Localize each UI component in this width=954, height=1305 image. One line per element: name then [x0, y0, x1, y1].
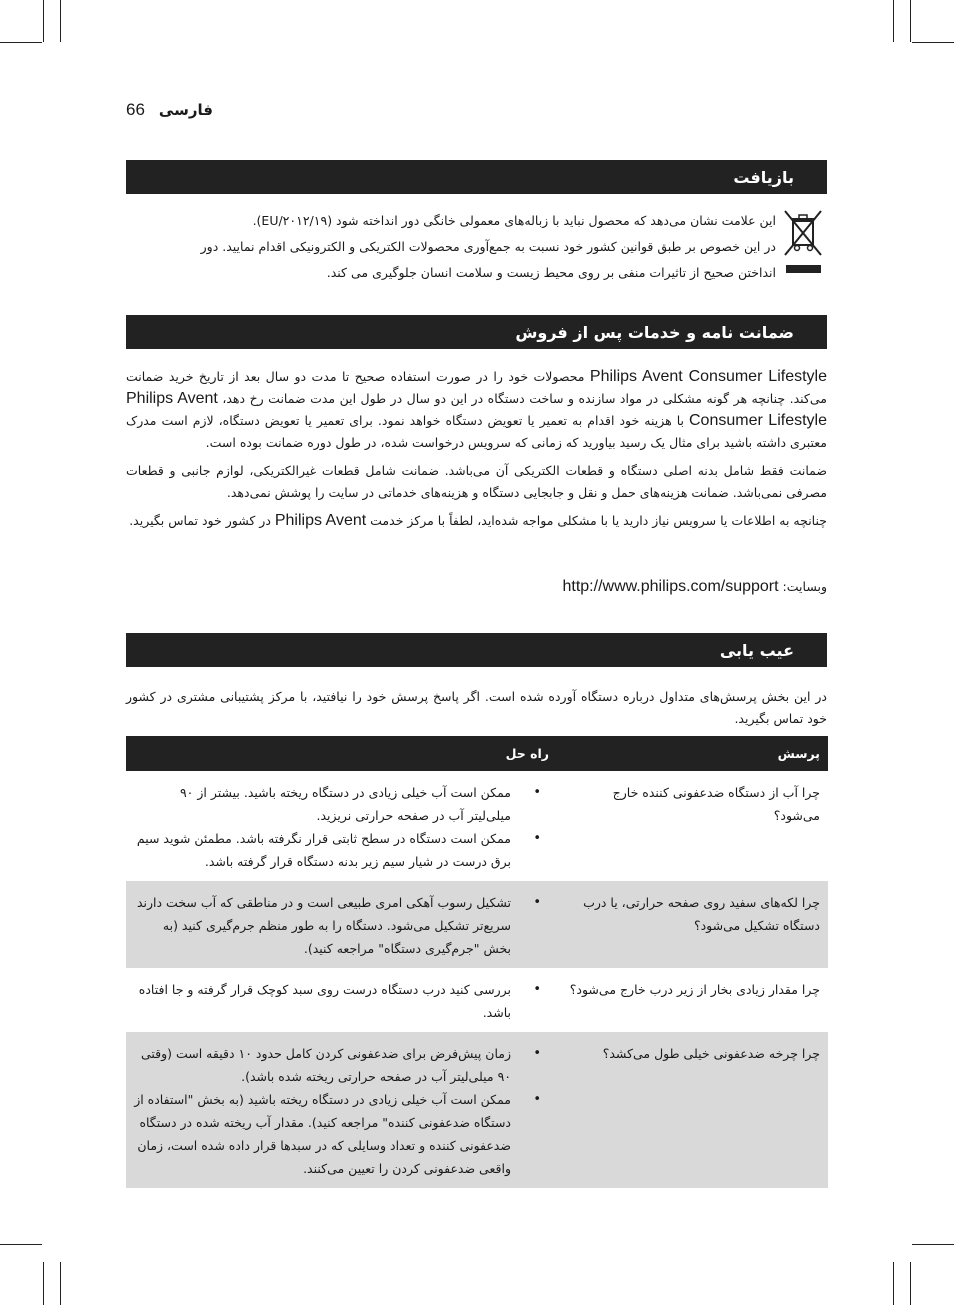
question-cell: چرا آب از دستگاه ضدعفونی کننده خارج می‌شود؟	[612, 785, 820, 823]
page-language: فارسی	[158, 101, 213, 119]
solution-item: • زمان پیش‌فرض برای ضدعفونی کردن کامل حدود ۱۰ دقیقه است (وقتی ۹۰ میلی‌لیتر آب در صفحه حرارتی ریخته شده باشد).	[134, 1042, 549, 1088]
crop-mark	[0, 1244, 42, 1245]
brand-name: Philips Avent Consumer Lifestyle	[589, 368, 827, 385]
crop-mark	[60, 0, 61, 42]
warranty-text-part: در کشور خود تماس بگیرید.	[129, 513, 275, 528]
page-number: 66	[126, 100, 145, 119]
question-cell: چرا چرخه ضدعفونی خیلی طول می‌کشد؟	[557, 1032, 828, 1188]
warranty-text	[126, 366, 827, 538]
warranty-text-part: چنانچه به اطلاعات یا سرویس نیاز دارید یا با مشکلی مواجه شده‌اید، لطفاً با مرکز خدمت	[366, 513, 827, 528]
crop-mark	[910, 0, 911, 42]
warranty-paragraph-1	[126, 366, 827, 454]
solution-cell	[126, 771, 557, 881]
section-title-recycling: بازیافت	[126, 160, 827, 194]
section-title-troubleshooting: عیب یابی	[126, 633, 827, 667]
solution-item: • ممکن است دستگاه در سطح ثابتی قرار نگرفته باشد. مطمئن شوید سیم برق درست در شیار سیم زیر بدنه دستگاه قرار گرفته باشد.	[134, 827, 549, 873]
warranty-text-part: با هزینه خود اقدام به تعمیر یا تعویض دستگاه خواهد نمود. برای تعمیر یا تعویض دستگاه، لازم است مدرک معتبری داشته باشید برای مثال یک رسید بیاورید که زمانی که سرویس درخواست شده، در طول دوره ضمانت بوده است.	[126, 413, 827, 450]
crossed-out-wheelie-bin-icon	[783, 207, 823, 275]
website-label: وبسایت:	[778, 579, 827, 594]
crop-mark	[893, 1262, 894, 1305]
brand-name: Philips Avent	[274, 512, 367, 529]
website-link[interactable]: http://www.philips.com/support	[562, 578, 779, 595]
website-line	[126, 574, 827, 600]
crop-mark	[43, 1262, 44, 1305]
table-row	[126, 771, 828, 881]
table-row	[126, 968, 828, 1032]
solution-cell	[126, 881, 557, 968]
troubleshooting-intro: در این بخش پرسش‌های متداول درباره دستگاه آورده شده است. اگر پاسخ پرسش خود را نیافتید، با مرکز پشتیبانی مشتری در کشور خود تماس بگیرید.	[126, 689, 827, 726]
warranty-text-part: محصولات خود را در صورت استفاده صحیح تا مدت دو سال بعد از تاریخ خرید ضمانت می‌کند. چنانچه هر گونه مشکلی در مواد سازنده و ساخت دستگاه در این دو سال در طول این مدت ضمانت رخ دهد،	[126, 369, 827, 406]
crop-mark	[893, 0, 894, 42]
recycling-line: در این خصوص بر طبق قوانین کشور خود نسبت به جمع‌آوری محصولات الکتریکی و الکترونیکی اقدام نمایید. دور	[200, 239, 776, 254]
table-row	[126, 1032, 828, 1188]
warranty-paragraph-3	[126, 510, 827, 532]
crop-mark	[912, 1244, 954, 1245]
crop-mark	[60, 1262, 61, 1305]
solution-item: • بررسی کنید درب دستگاه درست روی سبد کوچک قرار گرفته و جا افتاده باشد.	[134, 978, 549, 1024]
page-header	[126, 100, 213, 120]
table-header-row	[126, 736, 828, 771]
question-cell: چرا مقدار زیادی بخار از زیر درب خارج می‌شود؟	[569, 982, 820, 997]
column-header-question: پرسش	[557, 736, 828, 771]
solution-item: • ممکن است آب خیلی زیادی در دستگاه ریخته باشید. بیشتر از ۹۰ میلی‌لیتر آب در صفحه حرارتی نریزید.	[134, 781, 549, 827]
warranty-paragraph-2: ضمانت فقط شامل بدنه اصلی دستگاه و قطعات الکتریکی آن می‌باشد. ضمانت شامل قطعات غیرالکتریکی، لوازم جانبی و قطعات مصرفی نمی‌باشد. ضمانت هزینه‌های حمل و نقل و جابجایی دستگاه و هزینه‌های خدماتی در سایت را پوشش نمی‌دهد.	[126, 463, 827, 500]
crop-mark	[43, 0, 44, 42]
section-title-warranty: ضمانت نامه و خدمات پس از فروش	[126, 315, 827, 349]
solution-cell	[126, 1032, 557, 1188]
solution-cell	[126, 968, 557, 1032]
crop-mark	[0, 42, 42, 43]
solution-item: • تشکیل رسوب آهکی امری طبیعی است و در مناطقی که آب سخت دارند سریع‌تر تشکیل می‌شود. دستگاه را به طور منظم جرم‌گیری کنید (به بخش "جرم‌گیری دستگاه" مراجعه کنید).	[134, 891, 549, 960]
crop-mark	[912, 42, 954, 43]
troubleshooting-table	[126, 736, 828, 1188]
question-cell: چرا لکه‌های سفید روی صفحه حرارتی، یا درب دستگاه تشکیل می‌شود؟	[557, 881, 828, 968]
recycling-text	[146, 208, 776, 286]
recycling-line: این علامت نشان می‌دهد که محصول نباید با زباله‌های معمولی خانگی دور انداخته شود (EU/۲۰۱۲/۱۹).	[252, 213, 776, 228]
solution-item: • ممکن است آب خیلی زیادی در دستگاه ریخته باشید (به بخش "استفاده از دستگاه ضدعفونی کننده" مراجعه کنید). مقدار آب ریخته شده در دستگاه ضدعفونی کننده و تعداد وسایلی که در سبدها قرار داده شده است، زمان واقعی ضدعفونی کردن را تعیین می‌کنند.	[134, 1088, 549, 1180]
crop-mark	[910, 1262, 911, 1305]
recycling-line: انداختن صحیح از تاثیرات منفی بر روی محیط زیست و سلامت انسان جلوگیری می کند.	[326, 265, 776, 280]
brand-name: Philips Avent Consumer Lifestyle	[126, 390, 827, 429]
column-header-solution: راه حل	[126, 736, 557, 771]
table-row	[126, 881, 828, 968]
